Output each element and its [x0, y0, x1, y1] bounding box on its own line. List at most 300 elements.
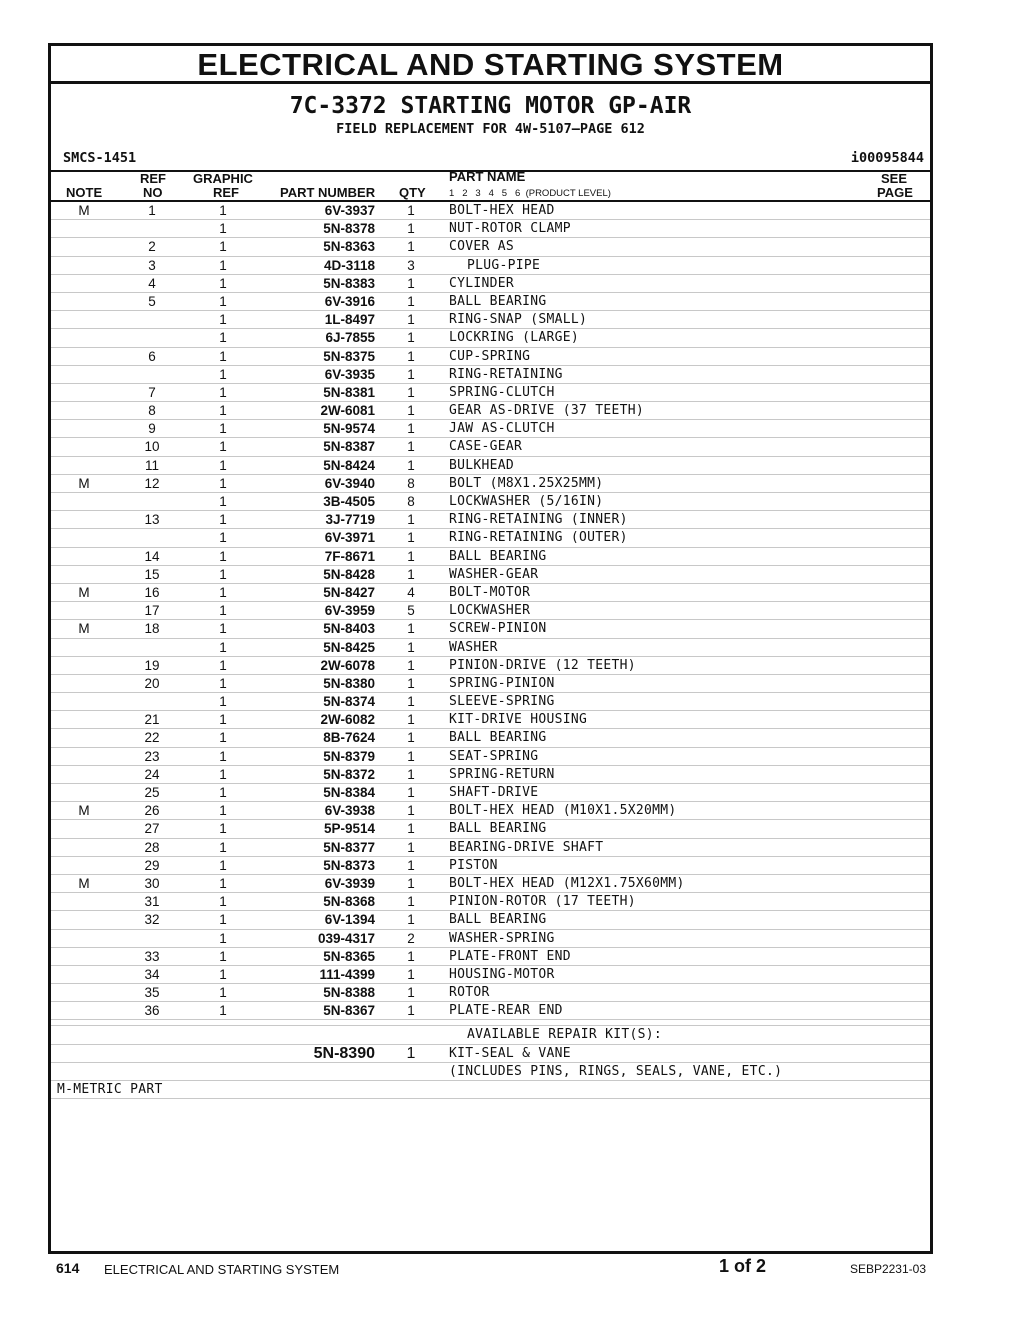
qty-cell: 4: [407, 584, 415, 600]
illustration-id: i00095844: [850, 150, 924, 166]
graphic-ref-cell: 1: [219, 930, 227, 946]
part-number-cell: 6V-3916: [324, 293, 375, 309]
table-row: [51, 711, 930, 729]
graphic-ref-cell: 1: [219, 821, 227, 837]
ref-no-cell: 11: [144, 457, 159, 473]
table-row: [51, 293, 930, 311]
footer-section: ELECTRICAL AND STARTING SYSTEM: [104, 1262, 340, 1277]
qty-cell: 1: [407, 621, 415, 637]
ref-no-cell: 8: [148, 403, 156, 419]
table-row: [51, 911, 930, 929]
table-row: [51, 366, 930, 384]
part-name-cell: COVER AS: [449, 239, 515, 255]
graphic-ref-cell: 1: [219, 712, 227, 728]
table-row: [51, 238, 930, 256]
part-name-cell: SLEEVE-SPRING: [449, 694, 555, 710]
graphic-ref-cell: 1: [219, 312, 227, 328]
part-name-cell: BALL BEARING: [449, 730, 547, 746]
header-note: NOTE: [66, 185, 103, 200]
graphic-ref-cell: 1: [219, 803, 227, 819]
graphic-ref-cell: 1: [219, 457, 227, 473]
qty-cell: 3: [407, 257, 415, 273]
part-number-cell: 5N-8368: [323, 894, 375, 910]
parts-table-body: [51, 202, 930, 1020]
header-ref-bottom: NO: [143, 185, 163, 200]
note-cell: M: [78, 203, 90, 218]
graphic-ref-cell: 1: [219, 675, 227, 691]
part-name-cell: BULKHEAD: [449, 457, 515, 473]
ref-no-cell: 32: [144, 912, 160, 928]
graphic-ref-cell: 1: [219, 1003, 227, 1019]
graphic-ref-cell: 1: [219, 530, 227, 546]
part-number-cell: 5N-8403: [323, 621, 375, 637]
table-row: [51, 493, 930, 511]
ref-no-cell: 10: [144, 439, 160, 455]
part-number-cell: 5N-8365: [323, 948, 375, 964]
graphic-ref-cell: 1: [219, 766, 227, 782]
ref-no-cell: 22: [144, 730, 160, 746]
part-name-cell: BALL BEARING: [449, 548, 547, 564]
table-row: [51, 438, 930, 456]
qty-cell: 1: [407, 657, 415, 673]
table-row: [51, 930, 930, 948]
part-name-cell: BALL BEARING: [449, 293, 547, 309]
note-cell: M: [78, 803, 90, 819]
part-name-cell: WASHER-SPRING: [449, 930, 555, 946]
part-name-cell: BALL BEARING: [449, 912, 547, 928]
table-header: [51, 170, 930, 202]
ref-no-cell: 7: [148, 384, 156, 400]
part-name-cell: BOLT-MOTOR: [449, 584, 531, 600]
graphic-ref-cell: 1: [219, 730, 227, 746]
graphic-ref-cell: 1: [219, 257, 227, 273]
ref-no-cell: 1: [148, 203, 156, 218]
table-row: [51, 402, 930, 420]
graphic-ref-cell: 1: [219, 439, 227, 455]
smcs-row: [51, 148, 930, 170]
part-number-cell: 5N-8428: [323, 566, 375, 582]
graphic-ref-cell: 1: [219, 584, 227, 600]
part-number-cell: 6J-7855: [325, 330, 375, 346]
qty-cell: 8: [407, 475, 415, 491]
graphic-ref-cell: 1: [219, 475, 227, 491]
part-name-cell: SPRING-CLUTCH: [449, 384, 555, 400]
table-row: [51, 620, 930, 638]
table-row: [51, 857, 930, 875]
part-number-cell: 5N-8383: [323, 275, 375, 291]
graphic-ref-cell: 1: [219, 421, 227, 437]
ref-no-cell: 2: [148, 239, 156, 255]
ref-no-cell: 15: [144, 566, 160, 582]
part-number-cell: 111-4399: [319, 966, 375, 982]
table-row: [51, 1002, 930, 1020]
qty-cell: 1: [407, 203, 415, 218]
table-row: [51, 839, 930, 857]
ref-no-cell: 31: [144, 894, 160, 910]
table-row: [51, 657, 930, 675]
part-number-cell: 5N-8374: [323, 694, 375, 710]
ref-no-cell: 17: [144, 603, 160, 619]
part-name-cell: LOCKWASHER: [449, 603, 531, 619]
part-number-cell: 5N-8373: [323, 857, 375, 873]
kit-part-number-cell: 5N-8390: [313, 1044, 375, 1062]
part-name-cell: RING-RETAINING: [449, 366, 563, 382]
parts-page-frame: [48, 43, 933, 1254]
qty-cell: 5: [407, 603, 415, 619]
ref-no-cell: 20: [144, 675, 160, 691]
ref-no-cell: 35: [144, 985, 160, 1001]
section-title: ELECTRICAL AND STARTING SYSTEM: [51, 46, 930, 84]
part-number-cell: 5N-8427: [323, 584, 375, 600]
graphic-ref-cell: 1: [219, 512, 227, 528]
graphic-ref-cell: 1: [219, 403, 227, 419]
graphic-ref-cell: 1: [219, 203, 227, 218]
qty-cell: 1: [407, 457, 415, 473]
part-number-cell: 5N-8375: [323, 348, 375, 364]
qty-cell: 1: [407, 512, 415, 528]
table-row: [51, 566, 930, 584]
part-name-cell: JAW AS-CLUTCH: [449, 421, 555, 437]
graphic-ref-cell: 1: [219, 639, 227, 655]
part-name-cell: BEARING-DRIVE SHAFT: [449, 839, 604, 855]
table-row: [51, 220, 930, 238]
note-cell: M: [78, 475, 90, 491]
kit-qty-cell: 1: [406, 1044, 416, 1062]
part-name-cell: CUP-SPRING: [449, 348, 531, 364]
table-row: [51, 820, 930, 838]
table-row: [51, 729, 930, 747]
qty-cell: 1: [407, 857, 415, 873]
header-part-number: PART NUMBER: [280, 185, 376, 200]
table-row: [51, 766, 930, 784]
graphic-ref-cell: 1: [219, 348, 227, 364]
part-name-cell: RING-RETAINING (INNER): [449, 512, 628, 528]
qty-cell: 1: [407, 948, 415, 964]
graphic-ref-cell: 1: [219, 785, 227, 800]
graphic-ref-cell: 1: [219, 985, 227, 1001]
table-row: [51, 748, 930, 766]
part-name-cell: RING-RETAINING (OUTER): [449, 530, 628, 546]
graphic-ref-cell: 1: [219, 275, 227, 291]
table-row: [51, 893, 930, 911]
part-number-cell: 2W-6082: [320, 712, 375, 728]
table-row: [51, 329, 930, 347]
qty-cell: 1: [407, 1003, 415, 1019]
part-name-cell: GEAR AS-DRIVE (37 TEETH): [449, 403, 645, 419]
qty-cell: 1: [407, 403, 415, 419]
table-row: [51, 475, 930, 493]
graphic-ref-cell: 1: [219, 857, 227, 873]
qty-cell: 1: [407, 985, 415, 1001]
table-row: [51, 802, 930, 820]
graphic-ref-cell: 1: [219, 748, 227, 764]
part-name-cell: RING-SNAP (SMALL): [449, 312, 588, 328]
header-qty: QTY: [399, 185, 426, 200]
part-number-cell: 6V-3938: [324, 803, 375, 819]
part-name-cell: SEAT-SPRING: [449, 748, 539, 764]
header-graphic-top: GRAPHIC: [193, 171, 253, 186]
qty-cell: 1: [407, 766, 415, 782]
part-name-cell: CASE-GEAR: [449, 439, 523, 455]
part-number-cell: 5N-8384: [323, 785, 375, 800]
ref-no-cell: 6: [148, 348, 156, 364]
footer-page-number: 614: [56, 1260, 80, 1276]
table-row: [51, 257, 930, 275]
table-row: [51, 348, 930, 366]
part-number-cell: 5N-8425: [323, 639, 375, 655]
part-number-cell: 4D-3118: [323, 257, 375, 273]
part-name-cell: SPRING-PINION: [449, 675, 555, 691]
repair-kit-heading-row: [51, 1026, 930, 1044]
graphic-ref-cell: 1: [219, 966, 227, 982]
graphic-ref-cell: 1: [219, 948, 227, 964]
graphic-ref-cell: 1: [219, 384, 227, 400]
footer-doc-number: SEBP2231-03: [849, 1262, 926, 1276]
part-number-cell: 5N-8379: [323, 748, 375, 764]
part-name-cell: SCREW-PINION: [449, 621, 547, 637]
ref-no-cell: 13: [144, 512, 160, 528]
table-row: [51, 693, 930, 711]
qty-cell: 1: [407, 566, 415, 582]
graphic-ref-cell: 1: [219, 239, 227, 255]
ref-no-cell: 30: [144, 875, 160, 891]
graphic-ref-cell: 1: [219, 894, 227, 910]
part-name-cell: BOLT-HEX HEAD (M12X1.75X60MM): [449, 875, 685, 891]
table-row: [51, 584, 930, 602]
note-cell: M: [78, 621, 90, 637]
qty-cell: 1: [407, 675, 415, 691]
qty-cell: 1: [407, 839, 415, 855]
notes-legend-row: [51, 1081, 930, 1099]
kit-name-cell: (INCLUDES PINS, RINGS, SEALS, VANE, ETC.): [449, 1063, 783, 1079]
qty-cell: 2: [407, 930, 415, 946]
qty-cell: 1: [407, 239, 415, 255]
part-number-cell: 6V-3940: [324, 475, 375, 491]
table-row: [51, 420, 930, 438]
graphic-ref-cell: 1: [219, 603, 227, 619]
part-name-cell: LOCKWASHER (5/16IN): [449, 494, 604, 509]
qty-cell: 1: [407, 894, 415, 910]
qty-cell: 8: [407, 494, 415, 509]
qty-cell: 1: [407, 875, 415, 891]
part-number-cell: 6V-3935: [324, 366, 375, 382]
table-row: [51, 966, 930, 984]
ref-no-cell: 5: [148, 293, 156, 309]
qty-cell: 1: [407, 803, 415, 819]
table-row: [51, 602, 930, 620]
qty-cell: 1: [407, 348, 415, 364]
ref-no-cell: 29: [144, 857, 160, 873]
table-row: [51, 784, 930, 802]
part-number-cell: 6V-3959: [324, 603, 375, 619]
table-row: [51, 948, 930, 966]
part-name-cell: NUT-ROTOR CLAMP: [449, 221, 571, 237]
repair-kit-heading: AVAILABLE REPAIR KIT(S):: [467, 1027, 663, 1043]
part-number-cell: 6V-1394: [324, 912, 375, 928]
part-number-cell: 8B-7624: [323, 730, 375, 746]
header-see-bottom: PAGE: [877, 185, 913, 200]
part-name-cell: BOLT-HEX HEAD: [449, 203, 555, 218]
part-name-cell: BALL BEARING: [449, 821, 547, 837]
graphic-ref-cell: 1: [219, 221, 227, 237]
footer-page-of: 1 of 2: [719, 1256, 767, 1276]
graphic-ref-cell: 1: [219, 839, 227, 855]
graphic-ref-cell: 1: [219, 566, 227, 582]
graphic-ref-cell: 1: [219, 912, 227, 928]
qty-cell: 1: [407, 275, 415, 291]
ref-no-cell: 12: [144, 475, 160, 491]
part-name-cell: PLATE-FRONT END: [449, 948, 571, 964]
graphic-ref-cell: 1: [219, 548, 227, 564]
part-number-cell: 1L-8497: [324, 312, 375, 328]
table-row: [51, 639, 930, 657]
part-number-cell: 5N-8424: [323, 457, 375, 473]
part-name-cell: WASHER-GEAR: [449, 566, 539, 582]
ref-no-cell: 33: [144, 948, 160, 964]
ref-no-cell: 24: [144, 766, 160, 782]
ref-no-cell: 34: [144, 966, 160, 982]
qty-cell: 1: [407, 530, 415, 546]
qty-cell: 1: [407, 712, 415, 728]
ref-no-cell: 3: [148, 257, 156, 273]
ref-no-cell: 27: [144, 821, 160, 837]
page-footer: [56, 1256, 926, 1281]
notes-legend: M-METRIC PART: [57, 1082, 163, 1097]
part-name-cell: ROTOR: [449, 985, 490, 1001]
part-name-cell: LOCKRING (LARGE): [449, 330, 580, 346]
part-number-cell: 6V-3971: [324, 530, 375, 546]
part-number-cell: 5N-8381: [323, 384, 375, 400]
repair-kit-row: [51, 1063, 930, 1081]
ref-no-cell: 16: [144, 584, 160, 600]
ref-no-cell: 28: [144, 839, 160, 855]
graphic-ref-cell: 1: [219, 494, 227, 509]
part-number-cell: 2W-6078: [320, 657, 375, 673]
table-row: [51, 529, 930, 547]
header-product-levels: 1 2 3 4 5 6 (PRODUCT LEVEL): [449, 188, 611, 199]
qty-cell: 1: [407, 639, 415, 655]
header-graphic-bottom: REF: [213, 185, 239, 200]
table-row: [51, 311, 930, 329]
qty-cell: 1: [407, 330, 415, 346]
part-name-cell: BOLT (M8X1.25X25MM): [449, 475, 604, 491]
ref-no-cell: 36: [144, 1003, 160, 1019]
part-number-cell: 7F-8671: [324, 548, 375, 564]
part-number-cell: 5N-8378: [323, 221, 375, 237]
qty-cell: 1: [407, 966, 415, 982]
qty-cell: 1: [407, 748, 415, 764]
part-number-cell: 6V-3939: [324, 875, 375, 891]
graphic-ref-cell: 1: [219, 621, 227, 637]
qty-cell: 1: [407, 421, 415, 437]
ref-no-cell: 26: [144, 803, 160, 819]
qty-cell: 1: [407, 730, 415, 746]
qty-cell: 1: [407, 366, 415, 382]
qty-cell: 1: [407, 821, 415, 837]
kit-name-cell: KIT-SEAL & VANE: [449, 1045, 571, 1061]
part-name-cell: PLATE-REAR END: [449, 1003, 563, 1019]
ref-no-cell: 21: [144, 712, 160, 728]
ref-no-cell: 19: [144, 657, 160, 673]
part-name-cell: BOLT-HEX HEAD (M10X1.5X20MM): [449, 803, 677, 819]
qty-cell: 1: [407, 384, 415, 400]
table-row: [51, 548, 930, 566]
ref-no-cell: 18: [144, 621, 160, 637]
table-row: [51, 675, 930, 693]
header-part-name: PART NAME: [449, 169, 526, 184]
part-number-cell: 5P-9514: [323, 821, 375, 837]
part-number-cell: 3J-7719: [325, 512, 375, 528]
table-row: [51, 984, 930, 1002]
part-name-cell: SHAFT-DRIVE: [449, 785, 539, 800]
graphic-ref-cell: 1: [219, 293, 227, 309]
qty-cell: 1: [407, 694, 415, 710]
qty-cell: 1: [407, 785, 415, 800]
qty-cell: 1: [407, 912, 415, 928]
header-ref-top: REF: [140, 171, 166, 186]
note-cell: M: [78, 875, 90, 891]
graphic-ref-cell: 1: [219, 366, 227, 382]
part-name-cell: PINION-DRIVE (12 TEETH): [449, 657, 636, 673]
part-name-cell: KIT-DRIVE HOUSING: [449, 712, 588, 728]
header-see-top: SEE: [881, 171, 908, 186]
part-number-cell: 5N-8367: [323, 1003, 375, 1019]
part-name-cell: PISTON: [449, 857, 498, 873]
part-number-cell: 6V-3937: [324, 203, 375, 218]
part-name-cell: SPRING-RETURN: [449, 766, 555, 782]
qty-cell: 1: [407, 221, 415, 237]
qty-cell: 1: [407, 312, 415, 328]
part-number-cell: 5N-8387: [323, 439, 375, 455]
graphic-ref-cell: 1: [219, 330, 227, 346]
table-row: [51, 457, 930, 475]
note-cell: M: [78, 584, 90, 600]
table-row: [51, 511, 930, 529]
part-name-cell: CYLINDER: [449, 275, 515, 291]
graphic-ref-cell: 1: [219, 657, 227, 673]
part-name-cell: HOUSING-MOTOR: [449, 966, 555, 982]
part-number-cell: 5N-8380: [323, 675, 375, 691]
part-number-cell: 5N-8388: [323, 985, 375, 1001]
part-number-cell: 5N-9574: [323, 421, 375, 437]
group-title: 7C-3372 STARTING MOTOR GP-AIR: [289, 93, 692, 119]
qty-cell: 1: [407, 439, 415, 455]
table-row: [51, 384, 930, 402]
ref-no-cell: 14: [144, 548, 160, 564]
repair-kit-list: [51, 1045, 930, 1081]
part-number-cell: 5N-8372: [323, 766, 375, 782]
part-number-cell: 3B-4505: [323, 494, 375, 509]
part-number-cell: 2W-6081: [320, 403, 375, 419]
smcs-code: SMCS-1451: [63, 150, 137, 166]
part-number-cell: 5N-8363: [323, 239, 375, 255]
table-row: [51, 275, 930, 293]
group-subtitle: FIELD REPLACEMENT FOR 4W-5107—PAGE 612: [336, 121, 645, 137]
part-name-cell: WASHER: [449, 639, 498, 655]
part-number-cell: 039-4317: [317, 930, 375, 946]
ref-no-cell: 23: [144, 748, 160, 764]
ref-no-cell: 9: [148, 421, 156, 437]
repair-kit-row: [51, 1045, 930, 1063]
qty-cell: 1: [407, 293, 415, 309]
table-row: [51, 202, 930, 220]
part-name-cell: PLUG-PIPE: [467, 257, 541, 273]
part-name-cell: PINION-ROTOR (17 TEETH): [449, 894, 636, 910]
graphic-ref-cell: 1: [219, 694, 227, 710]
part-number-cell: 5N-8377: [323, 839, 375, 855]
graphic-ref-cell: 1: [219, 875, 227, 891]
table-row: [51, 875, 930, 893]
